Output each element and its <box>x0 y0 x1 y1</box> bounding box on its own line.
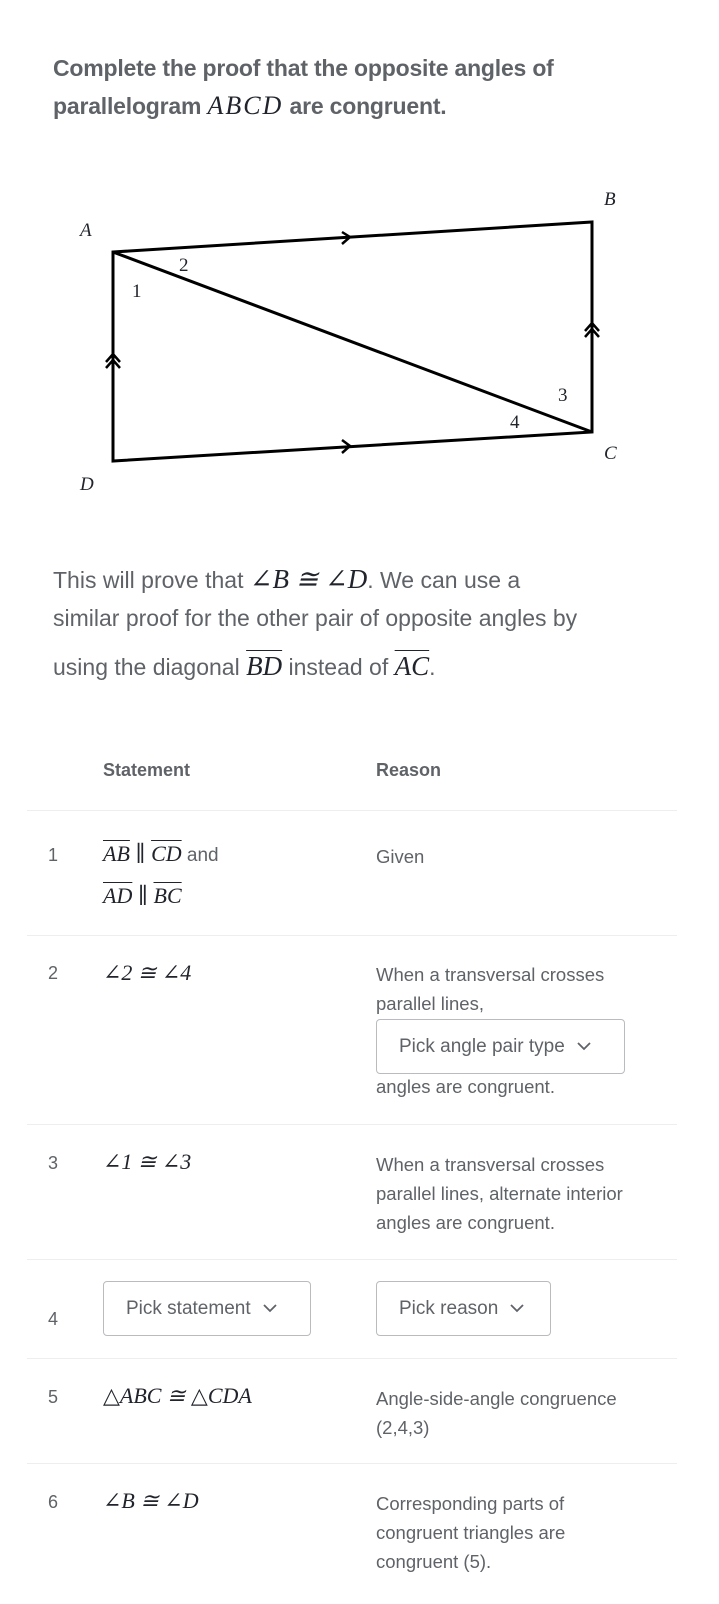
row-reason: When a transversal crosses parallel lines, alternate interior angles are congruent. <box>376 1154 623 1233</box>
title-line2-prefix: parallelogram <box>53 93 208 119</box>
statement-dropdown[interactable] <box>103 1281 311 1336</box>
divider <box>27 1124 677 1125</box>
title-line1: Complete the proof that the opposite angles of <box>53 55 554 81</box>
and-text: and <box>181 845 219 866</box>
angle-3-label: 3 <box>558 385 568 406</box>
intro-math-bd: $\overline{BD}$ <box>246 651 283 681</box>
vertex-d-label: D <box>80 474 94 495</box>
chevron-down-icon <box>263 1304 277 1313</box>
row-number: 2 <box>48 963 59 983</box>
reason-dropdown[interactable] <box>376 1281 551 1336</box>
divider <box>27 1358 677 1359</box>
angle-pair-type-dropdown[interactable] <box>376 1019 625 1074</box>
parallel-symbol: ∥ <box>135 841 146 866</box>
parallelogram-diagram <box>0 170 719 510</box>
row-number: 1 <box>48 845 59 865</box>
row-statement: ∠B ≅ ∠D <box>103 1488 199 1513</box>
vertex-a-label: A <box>80 220 92 241</box>
question-title <box>53 50 653 125</box>
title-math: ABCD <box>207 91 284 120</box>
intro-text-6: . <box>429 654 436 680</box>
intro-text-1: This will prove that <box>53 567 250 593</box>
row-statement: ∠1 ≅ ∠3 <box>103 1149 192 1174</box>
angle-4-label: 4 <box>510 412 520 433</box>
angle-2-label: 2 <box>179 255 189 276</box>
row-number: 4 <box>48 1309 59 1329</box>
row-statement: ∠2 ≅ ∠4 <box>103 960 192 985</box>
row-statement <box>103 834 219 916</box>
row-number: 6 <box>48 1492 59 1512</box>
divider <box>27 1259 677 1260</box>
title-line2-suffix: are congruent. <box>283 93 447 119</box>
divider <box>27 1463 677 1464</box>
header-reason: Reason <box>376 760 442 780</box>
intro-text-3: similar proof for the other pair of opposite angles by <box>53 605 578 631</box>
parallel-symbol: ∥ <box>137 883 148 908</box>
vertex-b-label: B <box>604 189 616 210</box>
row-reason-prefix: When a transversal crosses parallel lines, <box>376 964 605 1014</box>
header-statement: Statement <box>103 760 191 780</box>
row-reason-suffix: angles are congruent. <box>376 1076 555 1097</box>
divider <box>27 935 677 936</box>
dropdown-label: Pick reason <box>399 1297 499 1319</box>
row-reason: Corresponding parts of congruent triangles are congruent (5). <box>376 1493 566 1572</box>
chevron-down-icon <box>510 1304 524 1313</box>
row-reason: Angle-side-angle congruence (2,4,3) <box>376 1388 617 1438</box>
chevron-down-icon <box>577 1042 591 1051</box>
row-statement: △ABC ≅ △CDA <box>103 1383 252 1408</box>
intro-paragraph <box>53 560 673 686</box>
intro-text-2: . We can use a <box>367 567 521 593</box>
vertex-c-label: C <box>604 443 617 464</box>
intro-math-angles: ∠B ≅ ∠D <box>249 564 368 594</box>
segment-cd: $\overline{CD}$ <box>151 841 182 866</box>
intro-text-5: instead of <box>282 654 395 680</box>
angle-1-label: 1 <box>132 281 142 302</box>
intro-math-ac: $\overline{AC}$ <box>394 651 430 681</box>
intro-text-4: using the diagonal <box>53 654 247 680</box>
dropdown-label: Pick angle pair type <box>399 1035 565 1057</box>
dropdown-label: Pick statement <box>126 1297 251 1319</box>
divider <box>27 810 677 811</box>
row-number: 5 <box>48 1387 59 1407</box>
segment-bc: $\overline{BC}$ <box>153 883 182 908</box>
row-number: 3 <box>48 1153 59 1173</box>
segment-ab: $\overline{AB}$ <box>103 841 130 866</box>
segment-ad: $\overline{AD}$ <box>103 883 133 908</box>
row-reason: Given <box>376 846 425 867</box>
